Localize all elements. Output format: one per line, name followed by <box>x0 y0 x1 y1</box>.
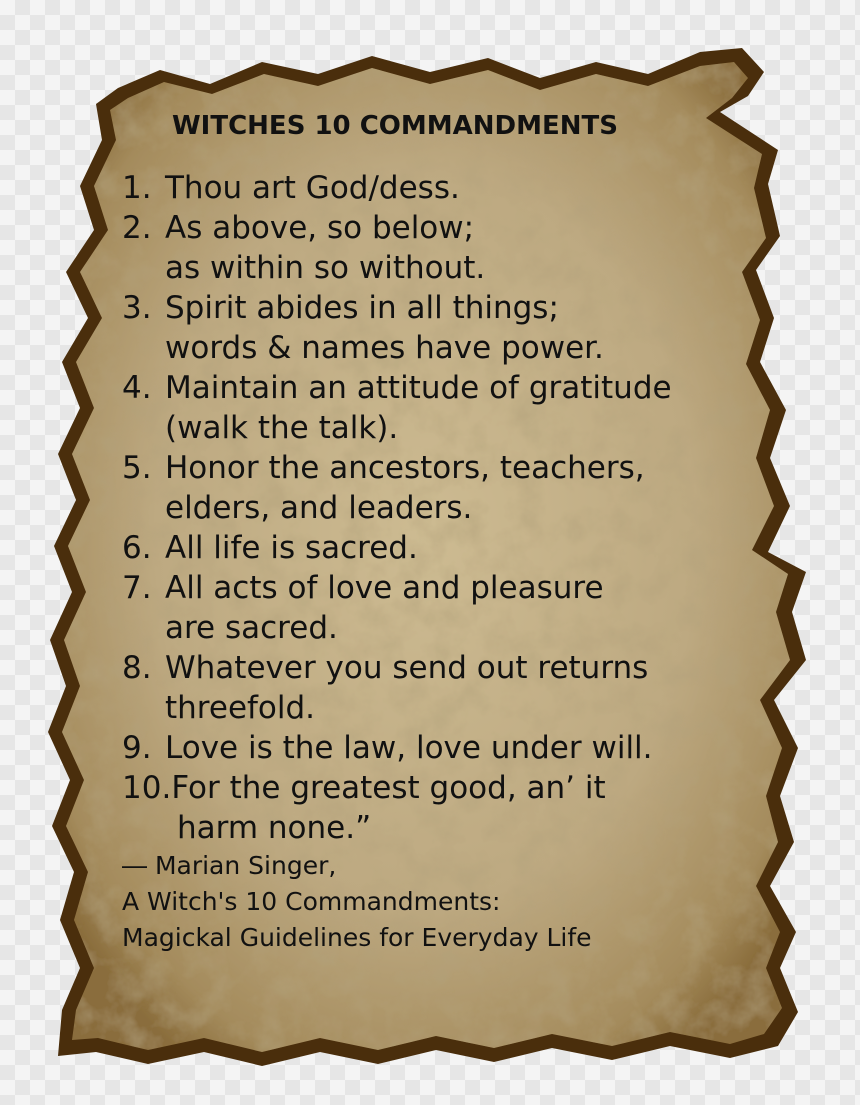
commandment-number: 10. <box>122 770 172 806</box>
commandment-number: 7. <box>122 570 152 606</box>
commandment-6 <box>122 528 762 568</box>
commandment-text-continued: elders, and leaders. <box>165 490 473 526</box>
commandment-number: 6. <box>122 530 152 566</box>
commandments-list <box>122 168 762 848</box>
document-title: WITCHES 10 COMMANDMENTS <box>172 111 618 141</box>
commandment-text: Spirit abides in all things; <box>165 290 559 326</box>
commandment-text-continued: as within so without. <box>165 250 486 286</box>
commandment-number: 3. <box>122 290 152 326</box>
commandment-text: As above, so below; <box>165 210 475 246</box>
commandment-number: 5. <box>122 450 152 486</box>
commandment-text: Maintain an attitude of gratitude <box>165 370 672 406</box>
commandment-text-continued: harm none.” <box>177 810 372 846</box>
commandment-number: 9. <box>122 730 152 766</box>
commandment-7 <box>122 568 762 648</box>
commandment-3 <box>122 288 762 368</box>
commandment-10 <box>122 768 762 848</box>
attribution-book-subtitle: Magickal Guidelines for Everyday Life <box>122 923 592 952</box>
commandment-2 <box>122 208 762 288</box>
commandment-text: Love is the law, love under will. <box>165 730 653 766</box>
commandment-text-continued: threefold. <box>165 690 316 726</box>
commandment-text: All acts of love and pleasure <box>165 570 604 606</box>
commandment-number: 1. <box>122 170 152 206</box>
commandment-text-continued: are sacred. <box>165 610 338 646</box>
commandment-1 <box>122 168 762 208</box>
commandment-number: 8. <box>122 650 152 686</box>
commandment-5 <box>122 448 762 528</box>
commandment-text: Thou art God/dess. <box>165 170 460 206</box>
commandment-number: 4. <box>122 370 152 406</box>
commandment-text-continued: (walk the talk). <box>165 410 399 446</box>
commandment-text: Whatever you send out returns <box>165 650 649 686</box>
attribution-author: ― Marian Singer, <box>122 851 337 880</box>
commandment-8 <box>122 648 762 728</box>
commandment-9 <box>122 728 762 768</box>
attribution <box>122 848 762 956</box>
commandment-text-continued: words & names have power. <box>165 330 604 366</box>
attribution-book-title: A Witch's 10 Commandments: <box>122 887 501 916</box>
commandment-4 <box>122 368 762 448</box>
commandment-text: All life is sacred. <box>165 530 418 566</box>
commandment-text: Honor the ancestors, teachers, <box>165 450 645 486</box>
commandment-number: 2. <box>122 210 152 246</box>
commandment-text: For the greatest good, an’ it <box>171 770 606 806</box>
